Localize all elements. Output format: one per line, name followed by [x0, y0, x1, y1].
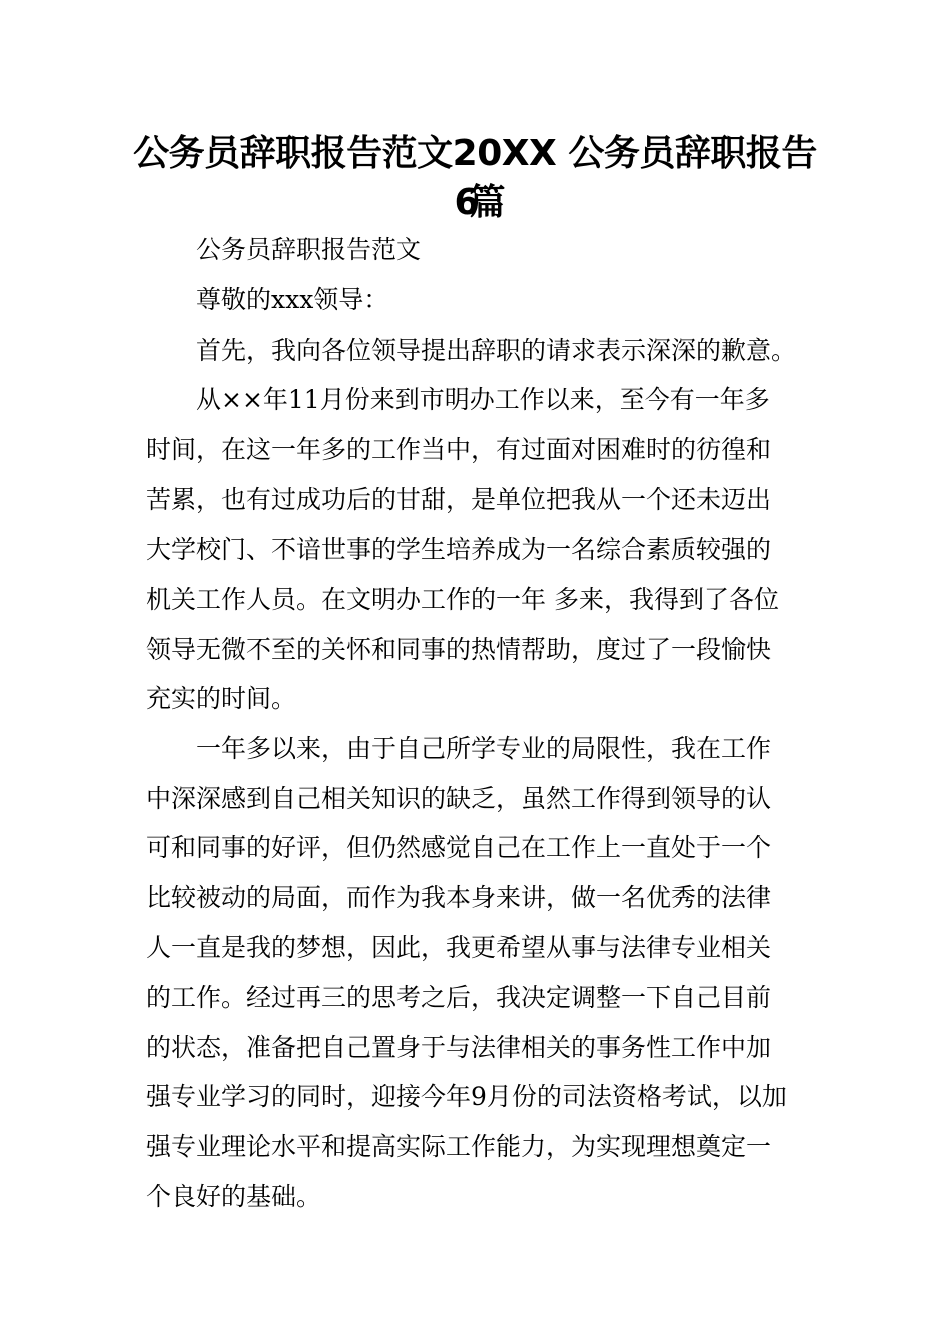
document-title-line-1: 公务员辞职报告范文20XX 公务员辞职报告 [133, 133, 817, 174]
paragraph-line: 的工作。经过再三的思考之后，我决定调整一下自己目前 [146, 983, 772, 1012]
paragraph-line: 机关工作人员。在文明办工作的一年 多来，我得到了各位 [146, 585, 779, 614]
paragraph-line: 强专业学习的同时，迎接今年9月份的司法资格考试，以加 [146, 1082, 787, 1111]
paragraph-line: 强专业理论水平和提高实际工作能力，为实现理想奠定一 [146, 1132, 772, 1161]
paragraph-line: 首先，我向各位领导提出辞职的请求表示深深的歉意。 [196, 336, 797, 365]
paragraph-line: 的状态，准备把自己置身于与法律相关的事务性工作中加 [146, 1033, 772, 1062]
paragraph-line: 苦累，也有过成功后的甘甜，是单位把我从一个还未迈出 [146, 485, 772, 514]
paragraph-line: 中深深感到自己相关知识的缺乏，虽然工作得到领导的认 [146, 784, 772, 813]
paragraph-line: 个良好的基础。 [146, 1182, 322, 1211]
paragraph-line: 一年多以来，由于自己所学专业的局限性，我在工作 [196, 734, 772, 763]
paragraph-line: 时间，在这一年多的工作当中，有过面对困难时的彷徨和 [146, 435, 772, 464]
paragraph-line: 充实的时间。 [146, 684, 297, 713]
paragraph-line: 比较被动的局面，而作为我本身来讲，做一名优秀的法律 [146, 883, 772, 912]
document-title-line-2: 6篇 [454, 182, 496, 223]
paragraph-line: 人一直是我的梦想，因此，我更希望从事与法律专业相关 [146, 933, 772, 962]
paragraph-line: 可和同事的好评，但仍然感觉自己在工作上一直处于一个 [146, 833, 772, 862]
paragraph-line: 大学校门、不谙世事的学生培养成为一名综合素质较强的 [146, 535, 772, 564]
salutation-line: 尊敬的xxx领导： [196, 285, 389, 314]
paragraph-line: 领导无微不至的关怀和同事的热情帮助，度过了一段愉快 [146, 635, 772, 664]
salutation-heading: 公务员辞职报告范文 [196, 235, 422, 264]
paragraph-line: 从××年11月份来到市明办工作以来，至今有一年多 [196, 385, 770, 414]
